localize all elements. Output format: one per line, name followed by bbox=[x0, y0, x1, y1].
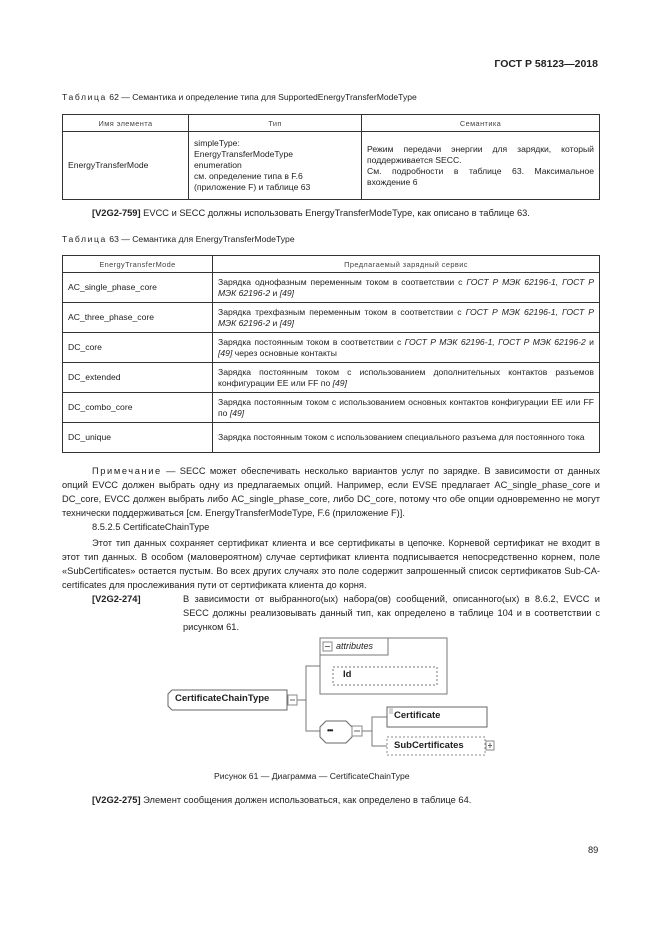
attributes-label: attributes bbox=[336, 641, 374, 651]
mode-name: DC_combo_core bbox=[63, 393, 213, 423]
table63-caption: Таблица 63 — Семантика для EnergyTransferModeType bbox=[62, 234, 295, 244]
certificate-element: Certificate bbox=[394, 710, 441, 721]
service-description: Зарядка постоянным током в соответствии с ГОСТ Р МЭК 62196-1, ГОСТ Р МЭК 62196-2 и [49] через основные контакты bbox=[213, 333, 600, 363]
sequence-label: ••• bbox=[327, 726, 333, 735]
root-type-label: CertificateChainType bbox=[175, 693, 270, 704]
element-name: EnergyTransferMode bbox=[63, 132, 189, 200]
table-header: Тип bbox=[189, 115, 362, 132]
subcertificates-element: SubCertificates bbox=[394, 740, 464, 751]
table62-caption: Таблица 62 — Семантика и определение типа для SupportedEnergyTransferModeType bbox=[62, 92, 417, 102]
requirement-759: [V2G2-759] EVCC и SECC должны использовать EnergyTransferModeType, как описано в таблице 63. bbox=[92, 208, 530, 218]
element-type: simpleType: EnergyTransferModeType enumeration см. определение типа в F.6 (приложение F) и таблице 63 bbox=[189, 132, 362, 200]
requirement-274-tag: [V2G2-274] bbox=[92, 594, 141, 604]
table-header: EnergyTransferMode bbox=[63, 256, 213, 273]
table-header: Предлагаемый зарядный сервис bbox=[213, 256, 600, 273]
mode-name: DC_extended bbox=[63, 363, 213, 393]
requirement-275: [V2G2-275] Элемент сообщения должен использоваться, как определено в таблице 64. bbox=[92, 795, 472, 805]
service-description: Зарядка однофазным переменным током в соответствии с ГОСТ Р МЭК 62196-1, ГОСТ Р МЭК 62196-2 и [49] bbox=[213, 273, 600, 303]
mode-name: AC_three_phase_core bbox=[63, 303, 213, 333]
id-attribute: Id bbox=[343, 669, 352, 680]
requirement-274-text: В зависимости от выбранного(ых) набора(ов) сообщений, описанного(ых) в 8.6.2, EVCC и SECC должны реализовывать данный тип, как определено в таблице 104 и в соответствии с рисунком 61. bbox=[183, 594, 600, 632]
mode-name: DC_core bbox=[63, 333, 213, 363]
table-header: Семантика bbox=[362, 115, 600, 132]
mode-name: DC_unique bbox=[63, 423, 213, 453]
service-description: Зарядка постоянным током с использованием дополнительных контактов разъемов конфигурации ЕЕ или FF по [49] bbox=[213, 363, 600, 393]
mode-name: AC_single_phase_core bbox=[63, 273, 213, 303]
note: Примечание — SECC может обеспечивать несколько вариантов услуг по зарядке. В зависимости от данных опций EVCC должен выбрать одну из предлагаемых опций. Например, если EVSE предлагает AC_single_phase_core и DC_core, EVCC должен выбрать либо AC_single_phase_core, либо DC_core, потому что обе опции одновременно не могут технически поддерживаться [см. EnergyTransferModeType, F.6 (приложение F)]. bbox=[62, 466, 600, 518]
section-heading: 8.5.2.5 CertificateChainType bbox=[92, 522, 210, 532]
service-description: Зарядка постоянным током с использованием специального разъема для постоянного тока bbox=[213, 423, 600, 453]
table-header: Имя элемента bbox=[63, 115, 189, 132]
document-id: ГОСТ Р 58123—2018 bbox=[494, 58, 598, 70]
element-semantics: Режим передачи энергии для зарядки, который поддерживается SECC. См. подробности в таблице 63. Максимальное вхождение 6 bbox=[362, 132, 600, 200]
figure-caption: Рисунок 61 — Диаграмма — CertificateChainType bbox=[214, 771, 410, 781]
service-description: Зарядка трехфазным переменным током в соответствии с ГОСТ Р МЭК 62196-1, ГОСТ Р МЭК 62196-2 и [49] bbox=[213, 303, 600, 333]
service-description: Зарядка постоянным током с использованием основных контактов конфигурации ЕЕ или FF по [49] bbox=[213, 393, 600, 423]
page-number: 89 bbox=[588, 845, 599, 855]
section-paragraph: Этот тип данных сохраняет сертификат клиента и все сертификаты в цепочке. Корневой сертификат не входит в этот тип данных. В особом (маловероятном) случае сертификат клиента подписывается непосредственно корнем, поле «SubCertificates» остается пустым. Во всех других случаях это поле содержит запрошенный список сертификатов Sub-CA-certificates для прослеживания пути от сертификата клиента до корня. bbox=[62, 538, 600, 590]
